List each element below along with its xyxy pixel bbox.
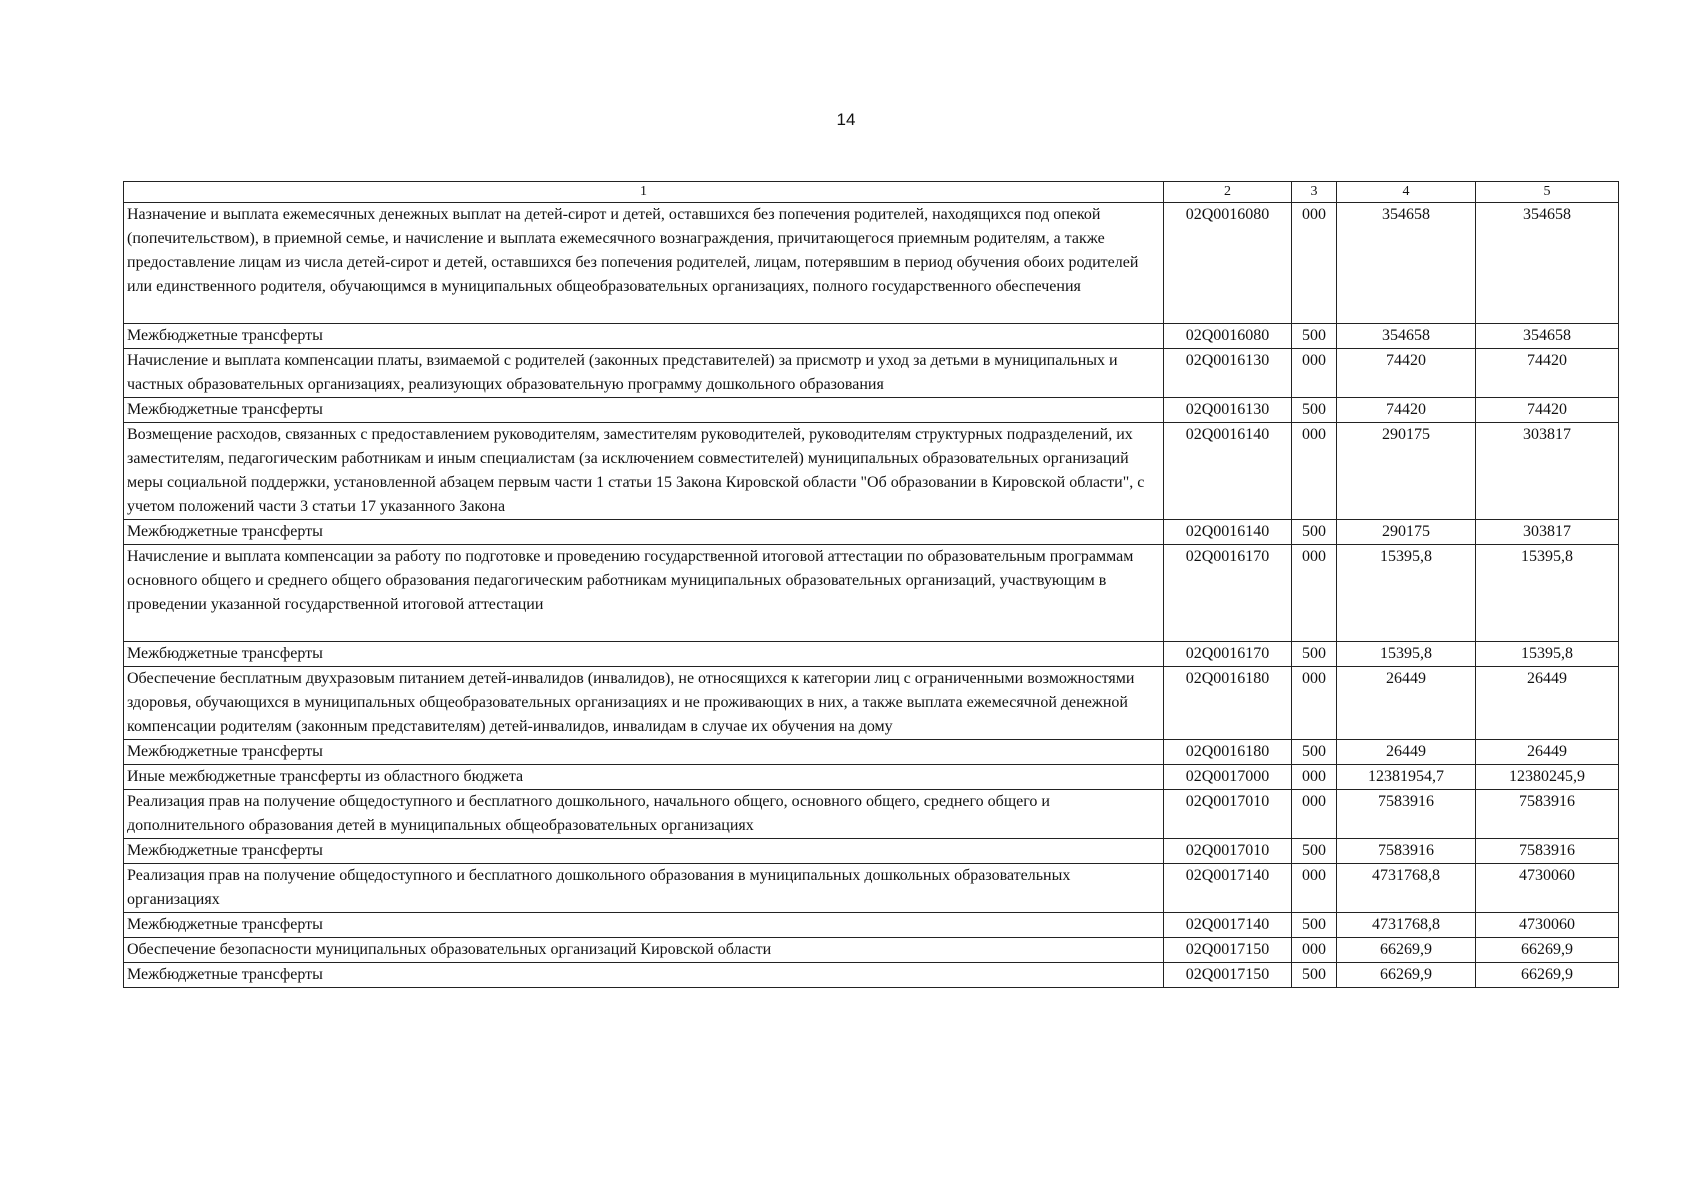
target-article-code-cell: 02Q0016180	[1164, 667, 1292, 740]
amount-year-2-cell: 74420	[1476, 349, 1619, 398]
expense-name-cell: Возмещение расходов, связанных с предоставлением руководителям, заместителям руководителей, руководителям структурных подразделений, их заместителям, педагогическим работникам и иным специалистам (за исключением совместителей) муниципальных образовательных организаций меры социальной поддержки, установленной абзацем первым части 1 статьи 15 Закона Кировской области "Об образовании в Кировской области", с учетом положений части 3 статьи 17 указанного Закона	[124, 423, 1164, 520]
column-number: 5	[1476, 182, 1619, 203]
target-article-code-cell: 02Q0016140	[1164, 520, 1292, 545]
amount-year-1-cell: 7583916	[1337, 790, 1476, 839]
table-row	[124, 349, 1619, 398]
expense-name-cell: Обеспечение бесплатным двухразовым питанием детей-инвалидов (инвалидов), не относящихся к категории лиц с ограниченными возможностями здоровья, обучающихся в муниципальных общеобразовательных организациях и не проживающих в них, а также выплата ежемесячной денежной компенсации родителям (законным представителям) детей-инвалидов, инвалидам в случае их обучения на дому	[124, 667, 1164, 740]
amount-year-2-cell: 74420	[1476, 398, 1619, 423]
table-body	[124, 203, 1619, 988]
target-article-code-cell: 02Q0016140	[1164, 423, 1292, 520]
expense-name-cell: Межбюджетные трансферты	[124, 913, 1164, 938]
target-article-code-cell: 02Q0016080	[1164, 203, 1292, 324]
expense-name-cell: Обеспечение безопасности муниципальных образовательных организаций Кировской области	[124, 938, 1164, 963]
table-row	[124, 740, 1619, 765]
amount-year-1-cell: 66269,9	[1337, 963, 1476, 988]
table-row	[124, 765, 1619, 790]
amount-year-1-cell: 15395,8	[1337, 545, 1476, 642]
table-row	[124, 913, 1619, 938]
table-row	[124, 963, 1619, 988]
expense-name-cell: Начисление и выплата компенсации платы, взимаемой с родителей (законных представителей) за присмотр и уход за детьми в муниципальных и частных образовательных организациях, реализующих образовательную программу дошкольного образования	[124, 349, 1164, 398]
expense-name-cell: Межбюджетные трансферты	[124, 324, 1164, 349]
target-article-code-cell: 02Q0017150	[1164, 963, 1292, 988]
target-article-code-cell: 02Q0017140	[1164, 913, 1292, 938]
amount-year-1-cell: 12381954,7	[1337, 765, 1476, 790]
amount-year-2-cell: 7583916	[1476, 839, 1619, 864]
amount-year-1-cell: 7583916	[1337, 839, 1476, 864]
amount-year-1-cell: 66269,9	[1337, 938, 1476, 963]
column-number: 2	[1164, 182, 1292, 203]
amount-year-1-cell: 354658	[1337, 203, 1476, 324]
amount-year-1-cell: 26449	[1337, 740, 1476, 765]
amount-year-2-cell: 303817	[1476, 520, 1619, 545]
target-article-code-cell: 02Q0017010	[1164, 839, 1292, 864]
expense-name-cell: Реализация прав на получение общедоступного и бесплатного дошкольного образования в муниципальных дошкольных образовательных организациях	[124, 864, 1164, 913]
amount-year-1-cell: 15395,8	[1337, 642, 1476, 667]
expense-type-code-cell: 000	[1292, 864, 1337, 913]
expense-name-cell: Межбюджетные трансферты	[124, 839, 1164, 864]
table-row	[124, 203, 1619, 324]
target-article-code-cell: 02Q0017010	[1164, 790, 1292, 839]
target-article-code-cell: 02Q0017150	[1164, 938, 1292, 963]
expense-type-code-cell: 500	[1292, 642, 1337, 667]
table-row	[124, 938, 1619, 963]
target-article-code-cell: 02Q0016170	[1164, 545, 1292, 642]
amount-year-2-cell: 7583916	[1476, 790, 1619, 839]
page-number: 14	[836, 110, 856, 129]
table-row	[124, 642, 1619, 667]
expense-name-cell: Межбюджетные трансферты	[124, 398, 1164, 423]
column-number: 1	[124, 182, 1164, 203]
expense-type-code-cell: 000	[1292, 203, 1337, 324]
expense-name-cell: Реализация прав на получение общедоступного и бесплатного дошкольного, начального общего, основного общего, среднего общего и дополнительного образования детей в муниципальных общеобразовательных организациях	[124, 790, 1164, 839]
amount-year-2-cell: 4730060	[1476, 913, 1619, 938]
column-number: 4	[1337, 182, 1476, 203]
target-article-code-cell: 02Q0017000	[1164, 765, 1292, 790]
target-article-code-cell: 02Q0016130	[1164, 349, 1292, 398]
expense-type-code-cell: 000	[1292, 765, 1337, 790]
expense-type-code-cell: 500	[1292, 839, 1337, 864]
target-article-code-cell: 02Q0016170	[1164, 642, 1292, 667]
amount-year-2-cell: 15395,8	[1476, 545, 1619, 642]
expense-type-code-cell: 500	[1292, 740, 1337, 765]
amount-year-1-cell: 290175	[1337, 520, 1476, 545]
budget-table	[123, 181, 1619, 988]
expense-name-cell: Межбюджетные трансферты	[124, 520, 1164, 545]
expense-name-cell: Межбюджетные трансферты	[124, 740, 1164, 765]
amount-year-2-cell: 15395,8	[1476, 642, 1619, 667]
amount-year-1-cell: 26449	[1337, 667, 1476, 740]
expense-type-code-cell: 000	[1292, 545, 1337, 642]
table-row	[124, 790, 1619, 839]
amount-year-2-cell: 4730060	[1476, 864, 1619, 913]
amount-year-1-cell: 74420	[1337, 398, 1476, 423]
table-row	[124, 864, 1619, 913]
target-article-code-cell: 02Q0016080	[1164, 324, 1292, 349]
amount-year-1-cell: 354658	[1337, 324, 1476, 349]
amount-year-1-cell: 4731768,8	[1337, 913, 1476, 938]
amount-year-2-cell: 66269,9	[1476, 938, 1619, 963]
expense-name-cell: Межбюджетные трансферты	[124, 642, 1164, 667]
amount-year-2-cell: 26449	[1476, 667, 1619, 740]
expense-type-code-cell: 500	[1292, 963, 1337, 988]
amount-year-2-cell: 354658	[1476, 203, 1619, 324]
table-row	[124, 398, 1619, 423]
expense-type-code-cell: 500	[1292, 398, 1337, 423]
table-row	[124, 520, 1619, 545]
expense-type-code-cell: 500	[1292, 324, 1337, 349]
amount-year-1-cell: 4731768,8	[1337, 864, 1476, 913]
amount-year-1-cell: 74420	[1337, 349, 1476, 398]
expense-name-cell: Назначение и выплата ежемесячных денежных выплат на детей-сирот и детей, оставшихся без попечения родителей, находящихся под опекой (попечительством), в приемной семье, и начисление и выплата ежемесячного вознаграждения, причитающегося приемным родителям, а также предоставление лицам из числа детей-сирот и детей, оставшихся без попечения родителей, лицам, потерявшим в период обучения обоих родителей или единственного родителя, обучающимся в муниципальных общеобразовательных организациях, полного государственного обеспечения	[124, 203, 1164, 324]
amount-year-2-cell: 26449	[1476, 740, 1619, 765]
amount-year-2-cell: 303817	[1476, 423, 1619, 520]
expense-type-code-cell: 000	[1292, 423, 1337, 520]
table-row	[124, 839, 1619, 864]
column-number-row	[124, 182, 1619, 203]
expense-type-code-cell: 000	[1292, 938, 1337, 963]
expense-type-code-cell: 000	[1292, 667, 1337, 740]
table-row	[124, 667, 1619, 740]
table-row	[124, 423, 1619, 520]
expense-name-cell: Межбюджетные трансферты	[124, 963, 1164, 988]
column-number: 3	[1292, 182, 1337, 203]
table-row	[124, 545, 1619, 642]
amount-year-1-cell: 290175	[1337, 423, 1476, 520]
expense-type-code-cell: 500	[1292, 913, 1337, 938]
expense-name-cell: Начисление и выплата компенсации за работу по подготовке и проведению государственной итоговой аттестации по образовательным программам основного общего и среднего общего образования педагогическим работникам муниципальных образовательных организаций, участвующим в проведении указанной государственной итоговой аттестации	[124, 545, 1164, 642]
table-row	[124, 324, 1619, 349]
amount-year-2-cell: 66269,9	[1476, 963, 1619, 988]
amount-year-2-cell: 12380245,9	[1476, 765, 1619, 790]
target-article-code-cell: 02Q0016180	[1164, 740, 1292, 765]
amount-year-2-cell: 354658	[1476, 324, 1619, 349]
expense-type-code-cell: 500	[1292, 520, 1337, 545]
expense-name-cell: Иные межбюджетные трансферты из областного бюджета	[124, 765, 1164, 790]
expense-type-code-cell: 000	[1292, 349, 1337, 398]
target-article-code-cell: 02Q0016130	[1164, 398, 1292, 423]
expense-type-code-cell: 000	[1292, 790, 1337, 839]
target-article-code-cell: 02Q0017140	[1164, 864, 1292, 913]
